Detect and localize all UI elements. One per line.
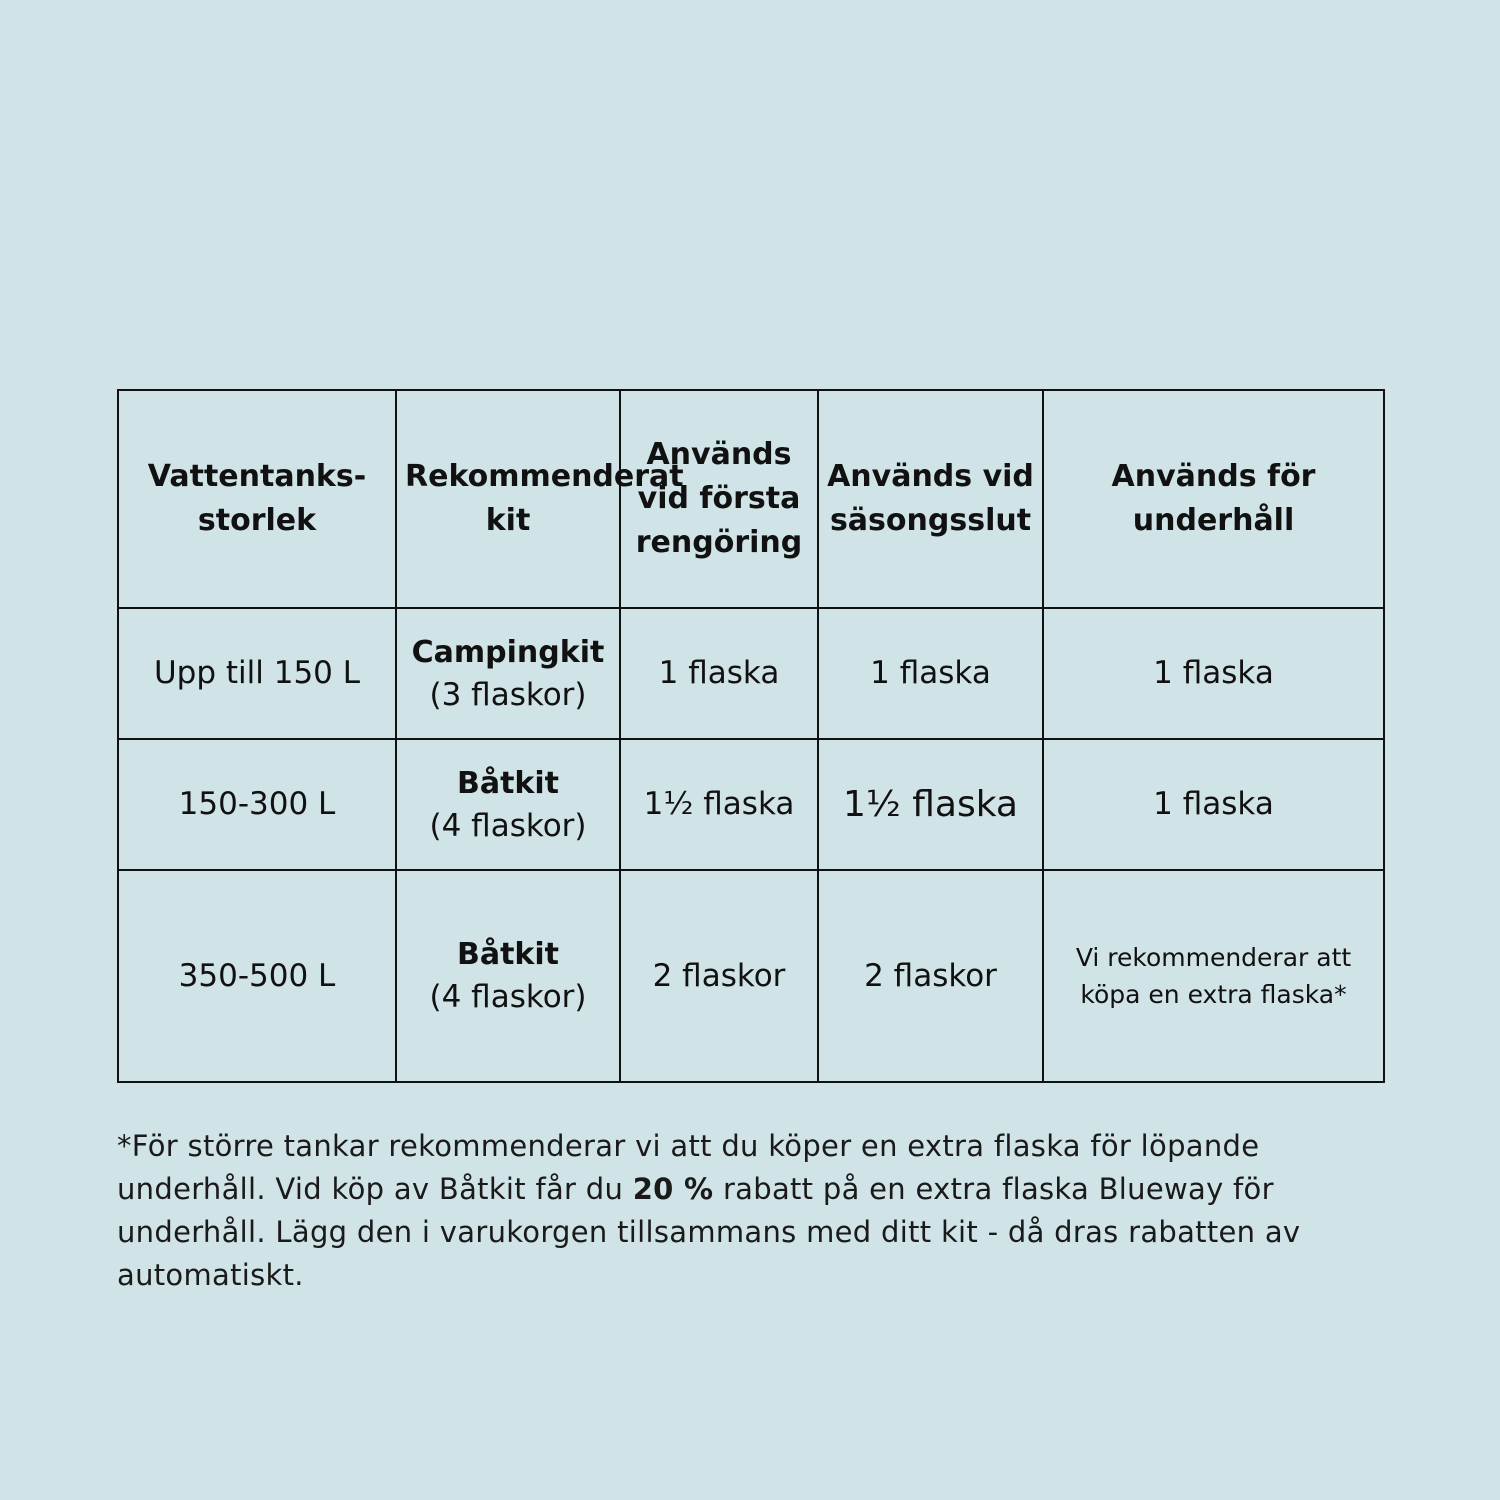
cell-tank-size: Upp till 150 L bbox=[118, 608, 396, 739]
kit-name: Campingkit bbox=[411, 634, 605, 670]
cell-maintenance: 1 flaska bbox=[1043, 739, 1384, 870]
cell-first-cleaning: 1 flaska bbox=[620, 608, 818, 739]
kit-bottles: (3 flaskor) bbox=[429, 676, 587, 713]
footnote-discount: 20 % bbox=[632, 1172, 714, 1206]
table-header-row bbox=[118, 390, 1384, 608]
cell-season-end: 1 flaska bbox=[818, 608, 1043, 739]
cell-season-end: 2 flaskor bbox=[818, 870, 1043, 1082]
cell-season-end: 1½ flaska bbox=[818, 739, 1043, 870]
cell-kit bbox=[396, 739, 620, 870]
footnote-text-start: *För större tankar rekommenderar vi att du köper en extra flaska för löpande underhåll. Vid köp av Båtkit får du bbox=[117, 1129, 1260, 1206]
cell-first-cleaning: 1½ flaska bbox=[620, 739, 818, 870]
cell-kit bbox=[396, 608, 620, 739]
recommendation-table bbox=[117, 389, 1385, 1083]
header-maintenance: Används för underhåll bbox=[1043, 390, 1384, 608]
table-row bbox=[118, 870, 1384, 1082]
cell-first-cleaning: 2 flaskor bbox=[620, 870, 818, 1082]
cell-maintenance: Vi rekommenderar att köpa en extra flaska* bbox=[1043, 870, 1384, 1082]
header-tank-size: Vattentanks-storlek bbox=[118, 390, 396, 608]
kit-name: Båtkit bbox=[456, 937, 560, 972]
footnote-text-end: rabatt på en extra flaska Blueway för underhåll. Lägg den i varukorgen tillsammans med ditt kit - då dras rabatten av automatiskt. bbox=[117, 1172, 1301, 1292]
header-recommended-kit: Rekommenderat kit bbox=[396, 390, 620, 608]
kit-bottles: (4 flaskor) bbox=[429, 807, 587, 844]
table-row bbox=[118, 608, 1384, 739]
cell-tank-size: 350-500 L bbox=[118, 870, 396, 1082]
kit-name: Båtkit bbox=[456, 765, 560, 801]
header-season-end: Används vid säsongsslut bbox=[818, 390, 1043, 608]
cell-tank-size: 150-300 L bbox=[118, 739, 396, 870]
cell-kit bbox=[396, 870, 620, 1082]
footnote bbox=[117, 1125, 1397, 1297]
cell-maintenance: 1 flaska bbox=[1043, 608, 1384, 739]
kit-bottles: (4 flaskor) bbox=[429, 979, 587, 1015]
table-row bbox=[118, 739, 1384, 870]
header-first-cleaning: Används vid första rengöring bbox=[620, 390, 818, 608]
